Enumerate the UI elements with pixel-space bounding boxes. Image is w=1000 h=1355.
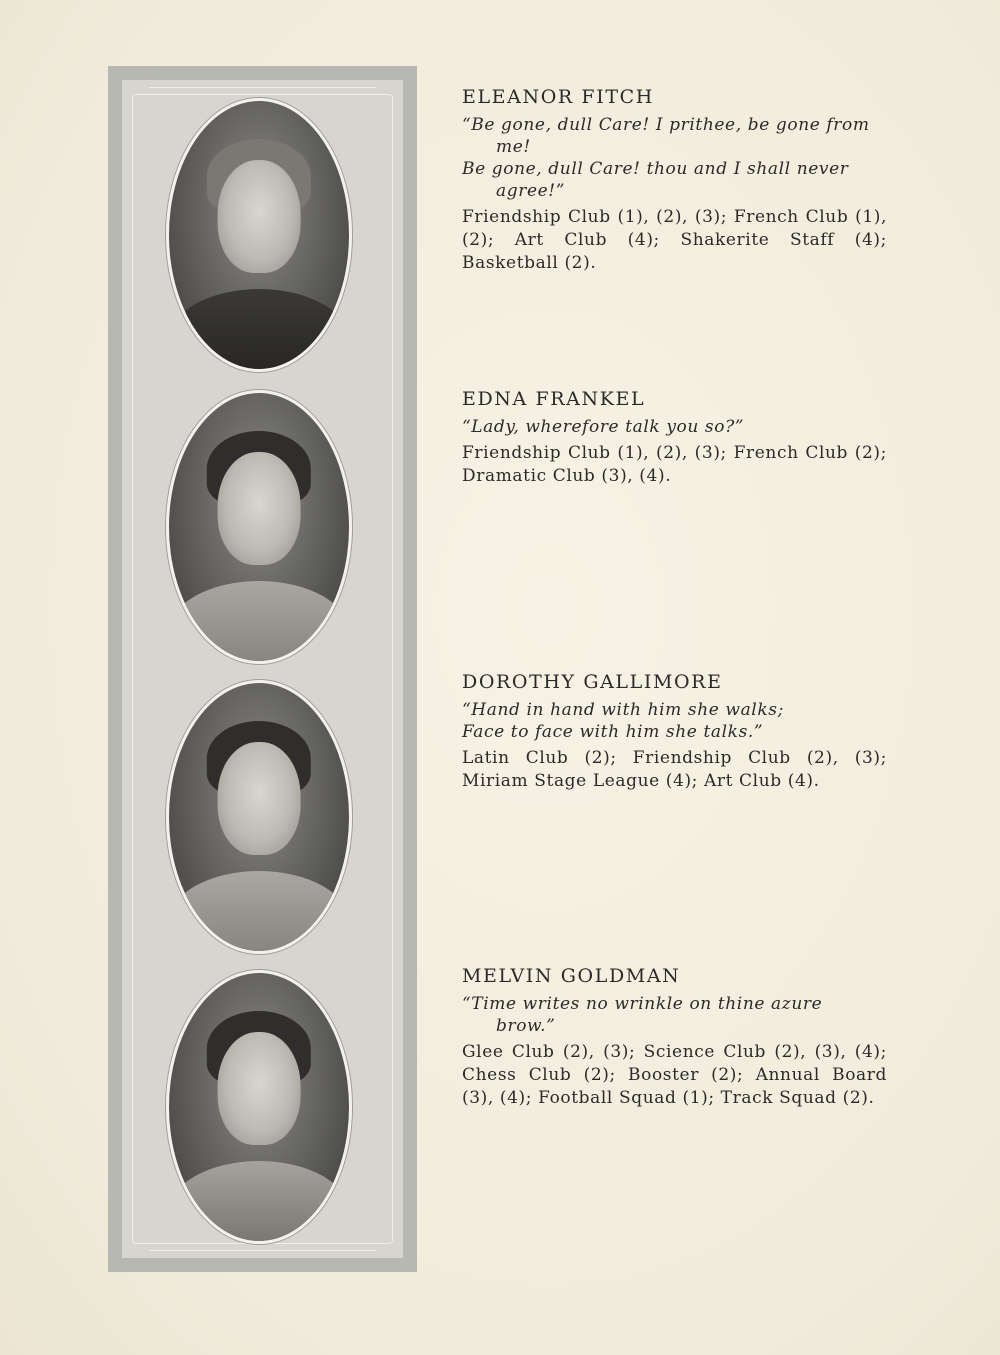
student-quote [462,114,887,202]
student-entry-edna-frankel [462,388,887,488]
student-activities: Friendship Club (1), (2), (3); French Club (2); Dramatic Club (3), (4). [462,443,887,486]
portrait-clothing [169,289,349,372]
student-name: DOROTHY GALLIMORE [462,671,723,693]
portrait-dorothy-gallimore [166,680,352,954]
student-activities: Latin Club (2); Friendship Club (2), (3); Miriam Stage League (4); Art Club (4). [462,748,887,791]
portrait-face [218,1032,301,1145]
quote-line: “Time writes no wrinkle on thine azure brow.” [462,994,823,1036]
portrait-clothing [169,1161,349,1244]
portrait-face [218,452,301,565]
quote-line: “Hand in hand with him she walks; [462,700,784,720]
student-activities: Friendship Club (1), (2), (3); French Club (1), (2); Art Club (4); Shakerite Staff (4); Basketball (2). [462,207,887,273]
student-quote [462,699,887,743]
student-entry-eleanor-fitch [462,86,887,275]
quote-line: “Lady, wherefore talk you so?” [462,417,745,437]
quote-line: Face to face with him she talks.” [462,722,764,742]
quote-line: Be gone, dull Care! thou and I shall never agree!” [462,159,849,201]
portrait-edna-frankel [166,390,352,664]
portrait-melvin-goldman [166,970,352,1244]
portrait-face [218,742,301,855]
portrait-panel [108,66,417,1272]
portrait-face [218,160,301,273]
student-activities: Glee Club (2), (3); Science Club (2), (3), (4); Chess Club (2); Booster (2); Annual Board (3), (4); Football Squad (1); Track Squad (2). [462,1042,887,1108]
student-name: ELEANOR FITCH [462,86,654,108]
student-name: EDNA FRANKEL [462,388,646,410]
portrait-eleanor-fitch [166,98,352,372]
portrait-clothing [169,871,349,954]
portrait-clothing [169,581,349,664]
student-name: MELVIN GOLDMAN [462,965,681,987]
student-quote [462,993,887,1037]
student-entry-dorothy-gallimore [462,671,887,793]
student-quote [462,416,887,438]
quote-line: “Be gone, dull Care! I prithee, be gone from me! [462,115,870,157]
student-entry-melvin-goldman [462,965,887,1110]
